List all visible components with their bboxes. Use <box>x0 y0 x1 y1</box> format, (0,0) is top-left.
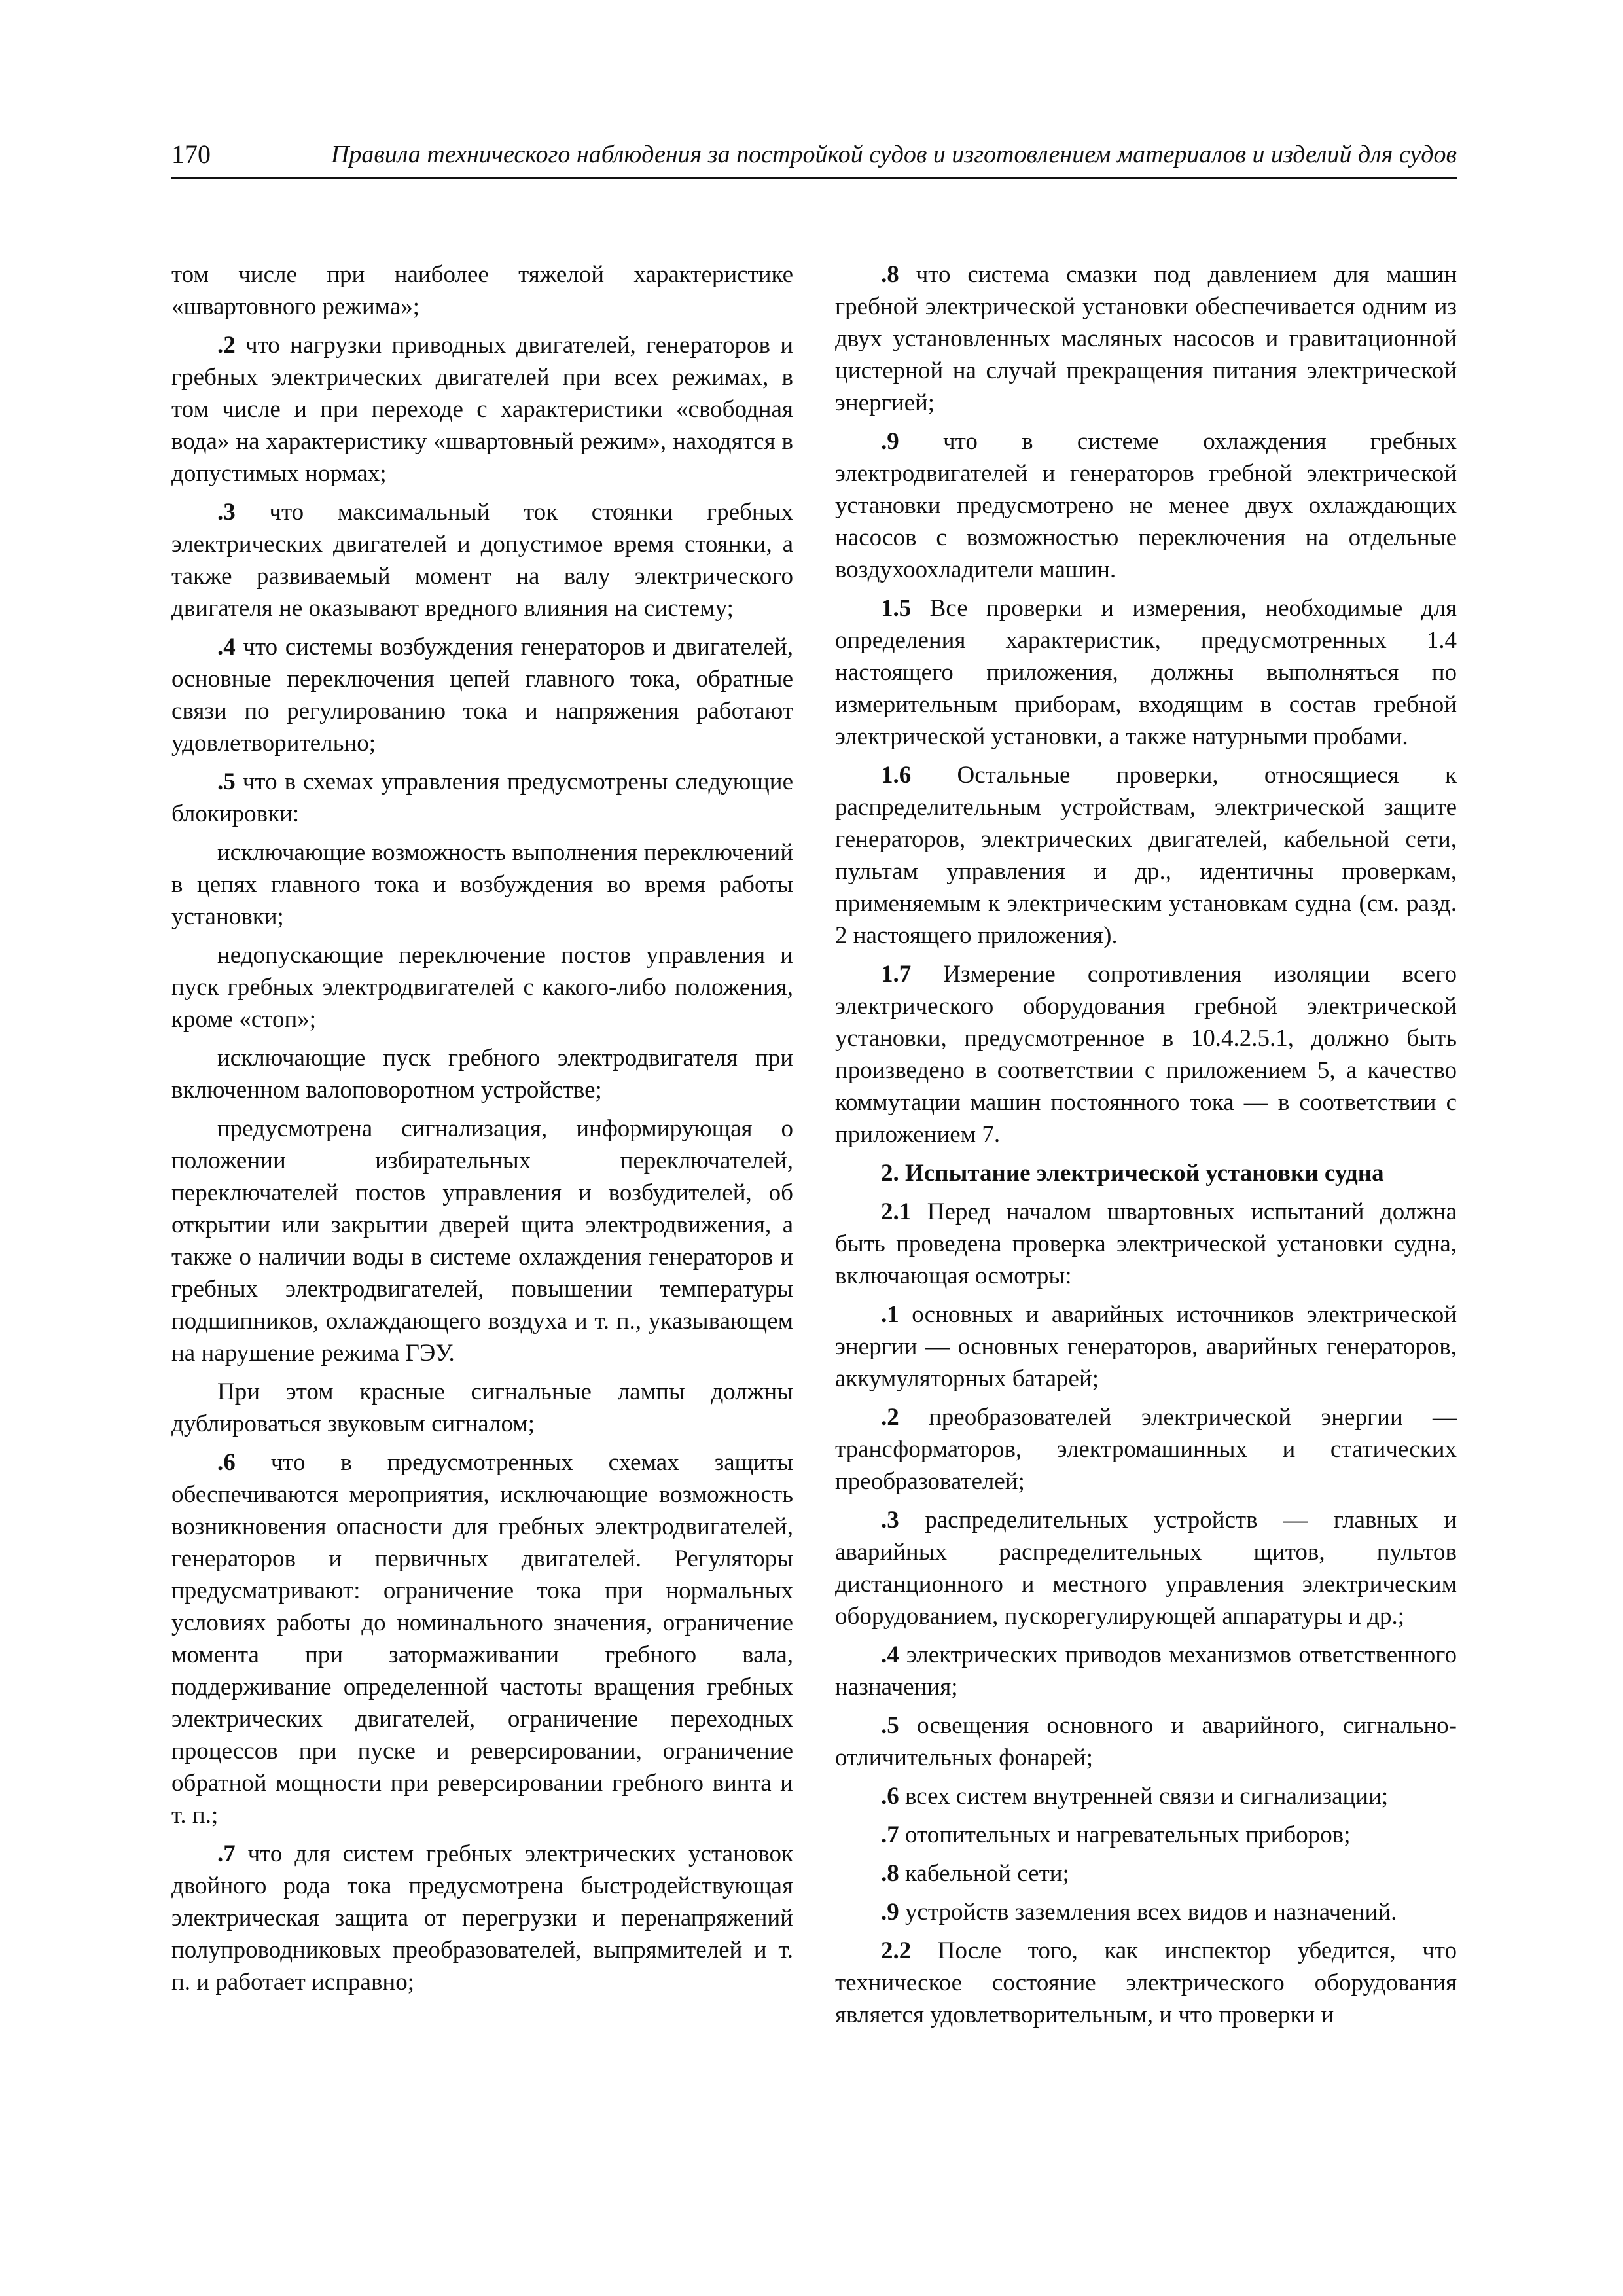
sub-item: При этом красные сигнальные лампы должны дублироваться звуковым сигналом; <box>171 1378 793 1437</box>
list-item: .2 преобразователей электрической энергии — трансформаторов, электромашинных и статических преобразователей; <box>835 1404 1457 1495</box>
clause: 2.1 Перед началом швартовных испытаний должна быть проведена проверка электрической установки судна, включающая осмотры: <box>835 1198 1457 1289</box>
left-column <box>171 259 793 2005</box>
clause: 2.2 После того, как инспектор убедится, что техническое состояние электрического оборудования является удовлетворительным, и что проверки и <box>835 1937 1457 2028</box>
sub-item: недопускающие переключение постов управления и пуск гребных электродвигателей с какого-либо положения, кроме «стоп»; <box>171 942 793 1033</box>
clause: 1.7 Измерение сопротивления изоляции всего электрического оборудования гребной электрической установки, предусмотренное в 10.4.2.5.1, должно быть произведено в соответствии с приложением 5, а качество коммутации машин постоянного тока — в соответствии с приложением 7. <box>835 961 1457 1148</box>
page-number: 170 <box>171 139 211 169</box>
sub-item: предусмотрена сигнализация, информирующая о положении избирательных переключателей, переключателей постов управления и возбудителей, об открытии или закрытии дверей щита электродвижения, а также о наличии воды в системе охлаждения генераторов и гребных электродвигателей, повышении температуры подшипников, охлаждающего воздуха и т. п., указывающем на нарушение режима ГЭУ. <box>171 1115 793 1367</box>
list-item: .6 всех систем внутренней связи и сигнализации; <box>881 1783 1389 1810</box>
list-item: .8 кабельной сети; <box>881 1860 1069 1887</box>
section-heading: 2. Испытание электрической установки судна <box>881 1160 1384 1187</box>
list-item: .4 что системы возбуждения генераторов и двигателей, основные переключения цепей главного тока, обратные связи по регулированию тока и напряжения работают удовлетворительно; <box>171 634 793 757</box>
running-header <box>171 136 1457 179</box>
list-item: .1 основных и аварийных источников электрической энергии — основных генераторов, аварийных генераторов, аккумуляторных батарей; <box>835 1301 1457 1392</box>
list-item: .8 что система смазки под давлением для машин гребной электрической установки обеспечивается одним из двух установленных масляных насосов и гравитационной цистерной на случай прекращения питания электрической энергией; <box>835 261 1457 416</box>
list-item: .7 отопительных и нагревательных приборов; <box>881 1821 1351 1848</box>
list-item: .5 освещения основного и аварийного, сигнально-отличительных фонарей; <box>835 1712 1457 1771</box>
sub-item: исключающие возможность выполнения переключений в цепях главного тока и возбуждения во время работы установки; <box>171 839 793 930</box>
right-column <box>835 259 1457 2037</box>
list-item: .3 что максимальный ток стоянки гребных электрических двигателей и допустимое время стоянки, а также развиваемый момент на валу электрического двигателя не оказывают вредного влияния на систему; <box>171 499 793 622</box>
list-item: .3 распределительных устройств — главных и аварийных распределительных щитов, пультов дистанционного и местного управления электрическим оборудованием, пускорегулирующей аппаратуры и др.; <box>835 1507 1457 1630</box>
sub-item: исключающие пуск гребного электродвигателя при включенном валоповоротном устройстве; <box>171 1045 793 1103</box>
list-item: .9 устройств заземления всех видов и назначений. <box>881 1899 1397 1926</box>
paragraph: том числе при наиболее тяжелой характеристике «швартовного режима»; <box>171 261 793 320</box>
list-item: .9 что в системе охлаждения гребных электродвигателей и генераторов гребной электрической установки предусмотрено не менее двух охлаждающих насосов с возможностью переключения на отдельные воздухоохладители машин. <box>835 428 1457 583</box>
list-item: .6 что в предусмотренных схемах защиты обеспечиваются мероприятия, исключающие возможность возникновения опасности для гребных электродвигателей, генераторов и первичных двигателей. Регуляторы предусматривают: ограничение тока при нормальных условиях работы до номинального значения, ограничение момента при затормаживании гребного вала, поддерживание определенной частоты вращения гребных электрических двигателей, ограничение переходных процессов при пуске и реверсировании, ограничение обратной мощности при реверсировании гребного винта и т. п.; <box>171 1449 793 1829</box>
list-item: .2 что нагрузки приводных двигателей, генераторов и гребных электрических двигателей при всех режимах, в том числе и при переходе с характеристики «свободная вода» на характеристику «швартовный режим», находятся в допустимых нормах; <box>171 332 793 487</box>
running-title: Правила технического наблюдения за постройкой судов и изготовлением материалов и изделий для судов <box>330 141 1457 168</box>
list-item: .5 что в схемах управления предусмотрены следующие блокировки: <box>171 768 793 827</box>
list-item: .7 что для систем гребных электрических установок двойного рода тока предусмотрена быстродействующая электрическая защита от перегрузки и перенапряжений полупроводниковых преобразователей, выпрямителей и т. п. и работает исправно; <box>171 1840 793 1996</box>
list-item: .4 электрических приводов механизмов ответственного назначения; <box>835 1641 1457 1700</box>
clause: 1.6 Остальные проверки, относящиеся к распределительным устройствам, электрической защите генераторов, электрических двигателей, кабельной сети, пультам управления и др., идентичны проверкам, применяемым к электрическим установкам судна (см. разд. 2 настоящего приложения). <box>835 762 1457 949</box>
clause: 1.5 Все проверки и измерения, необходимые для определения характеристик, предусмотренных 1.4 настоящего приложения, должны выполняться по измерительным приборам, входящим в состав гребной электрической установки, а также натурными пробами. <box>835 595 1457 750</box>
